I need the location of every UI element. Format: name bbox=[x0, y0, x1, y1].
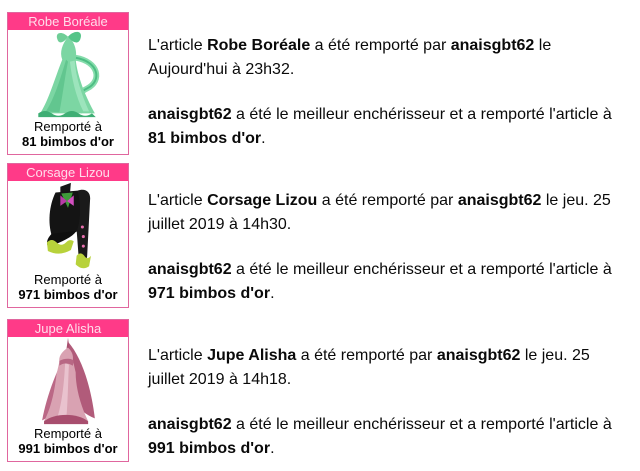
article-name: Corsage Lizou bbox=[207, 192, 318, 209]
won-label: Remporté à bbox=[34, 426, 102, 441]
final-price: 991 bimbos d'or bbox=[148, 440, 271, 457]
winner-name: anaisgbt62 bbox=[450, 37, 535, 54]
text-segment: . bbox=[261, 130, 266, 147]
text-segment: le jeu. 25 juillet 2019 à 14h18. bbox=[148, 347, 590, 388]
result-paragraph-1 bbox=[148, 344, 613, 392]
auction-result-entry-2 bbox=[148, 189, 613, 327]
won-amount: 81 bimbos d'or bbox=[22, 134, 114, 149]
result-paragraph-1 bbox=[148, 34, 613, 82]
won-label: Remporté à bbox=[34, 119, 102, 134]
text-segment: a été remporté par bbox=[317, 192, 458, 209]
article-name: Robe Boréale bbox=[207, 37, 311, 54]
winner-name: anaisgbt62 bbox=[148, 261, 232, 278]
won-amount: 971 bimbos d'or bbox=[18, 287, 118, 302]
result-paragraph-2 bbox=[148, 258, 613, 306]
result-paragraph-2 bbox=[148, 413, 613, 461]
auction-result-entry-3 bbox=[148, 344, 613, 471]
article-name: Jupe Alisha bbox=[207, 347, 297, 364]
result-paragraph-2 bbox=[148, 103, 613, 151]
text-segment: . bbox=[270, 440, 275, 457]
black-corset-icon bbox=[26, 181, 110, 272]
text-segment: L'article bbox=[148, 37, 208, 54]
won-price-block bbox=[8, 272, 128, 307]
green-gown-image bbox=[8, 30, 128, 119]
auction-item-card-corsage-lizou bbox=[7, 163, 129, 308]
winner-name: anaisgbt62 bbox=[148, 106, 232, 123]
item-title: Corsage Lizou bbox=[8, 164, 128, 181]
pink-gown-image bbox=[8, 337, 128, 426]
auction-item-card-robe-boreale bbox=[7, 12, 129, 155]
text-segment: a été le meilleur enchérisseur et a remporté l'article à bbox=[231, 416, 612, 433]
text-segment: a été le meilleur enchérisseur et a remporté l'article à bbox=[231, 261, 612, 278]
winner-name: anaisgbt62 bbox=[148, 416, 232, 433]
auction-item-card-jupe-alisha bbox=[7, 319, 129, 462]
green-gown-icon bbox=[26, 30, 110, 119]
won-price-block bbox=[8, 119, 128, 154]
won-amount: 991 bimbos d'or bbox=[18, 441, 118, 456]
text-segment: a été remporté par bbox=[296, 347, 437, 364]
item-title: Robe Boréale bbox=[8, 13, 128, 30]
text-segment: L'article bbox=[148, 192, 208, 209]
text-segment: a été remporté par bbox=[310, 37, 451, 54]
won-price-block bbox=[8, 426, 128, 461]
final-price: 971 bimbos d'or bbox=[148, 285, 271, 302]
final-price: 81 bimbos d'or bbox=[148, 130, 262, 147]
result-paragraph-1 bbox=[148, 189, 613, 237]
winner-name: anaisgbt62 bbox=[457, 192, 542, 209]
black-corset-image bbox=[8, 181, 128, 272]
auction-result-entry-1 bbox=[148, 34, 613, 172]
winner-name: anaisgbt62 bbox=[436, 347, 521, 364]
text-segment: le Aujourd'hui à 23h32. bbox=[148, 37, 552, 78]
item-title: Jupe Alisha bbox=[8, 320, 128, 337]
text-segment: L'article bbox=[148, 347, 208, 364]
won-label: Remporté à bbox=[34, 272, 102, 287]
text-segment: le jeu. 25 juillet 2019 à 14h30. bbox=[148, 192, 611, 233]
text-segment: . bbox=[270, 285, 275, 302]
text-segment: a été le meilleur enchérisseur et a remporté l'article à bbox=[231, 106, 612, 123]
pink-gown-icon bbox=[26, 337, 110, 426]
